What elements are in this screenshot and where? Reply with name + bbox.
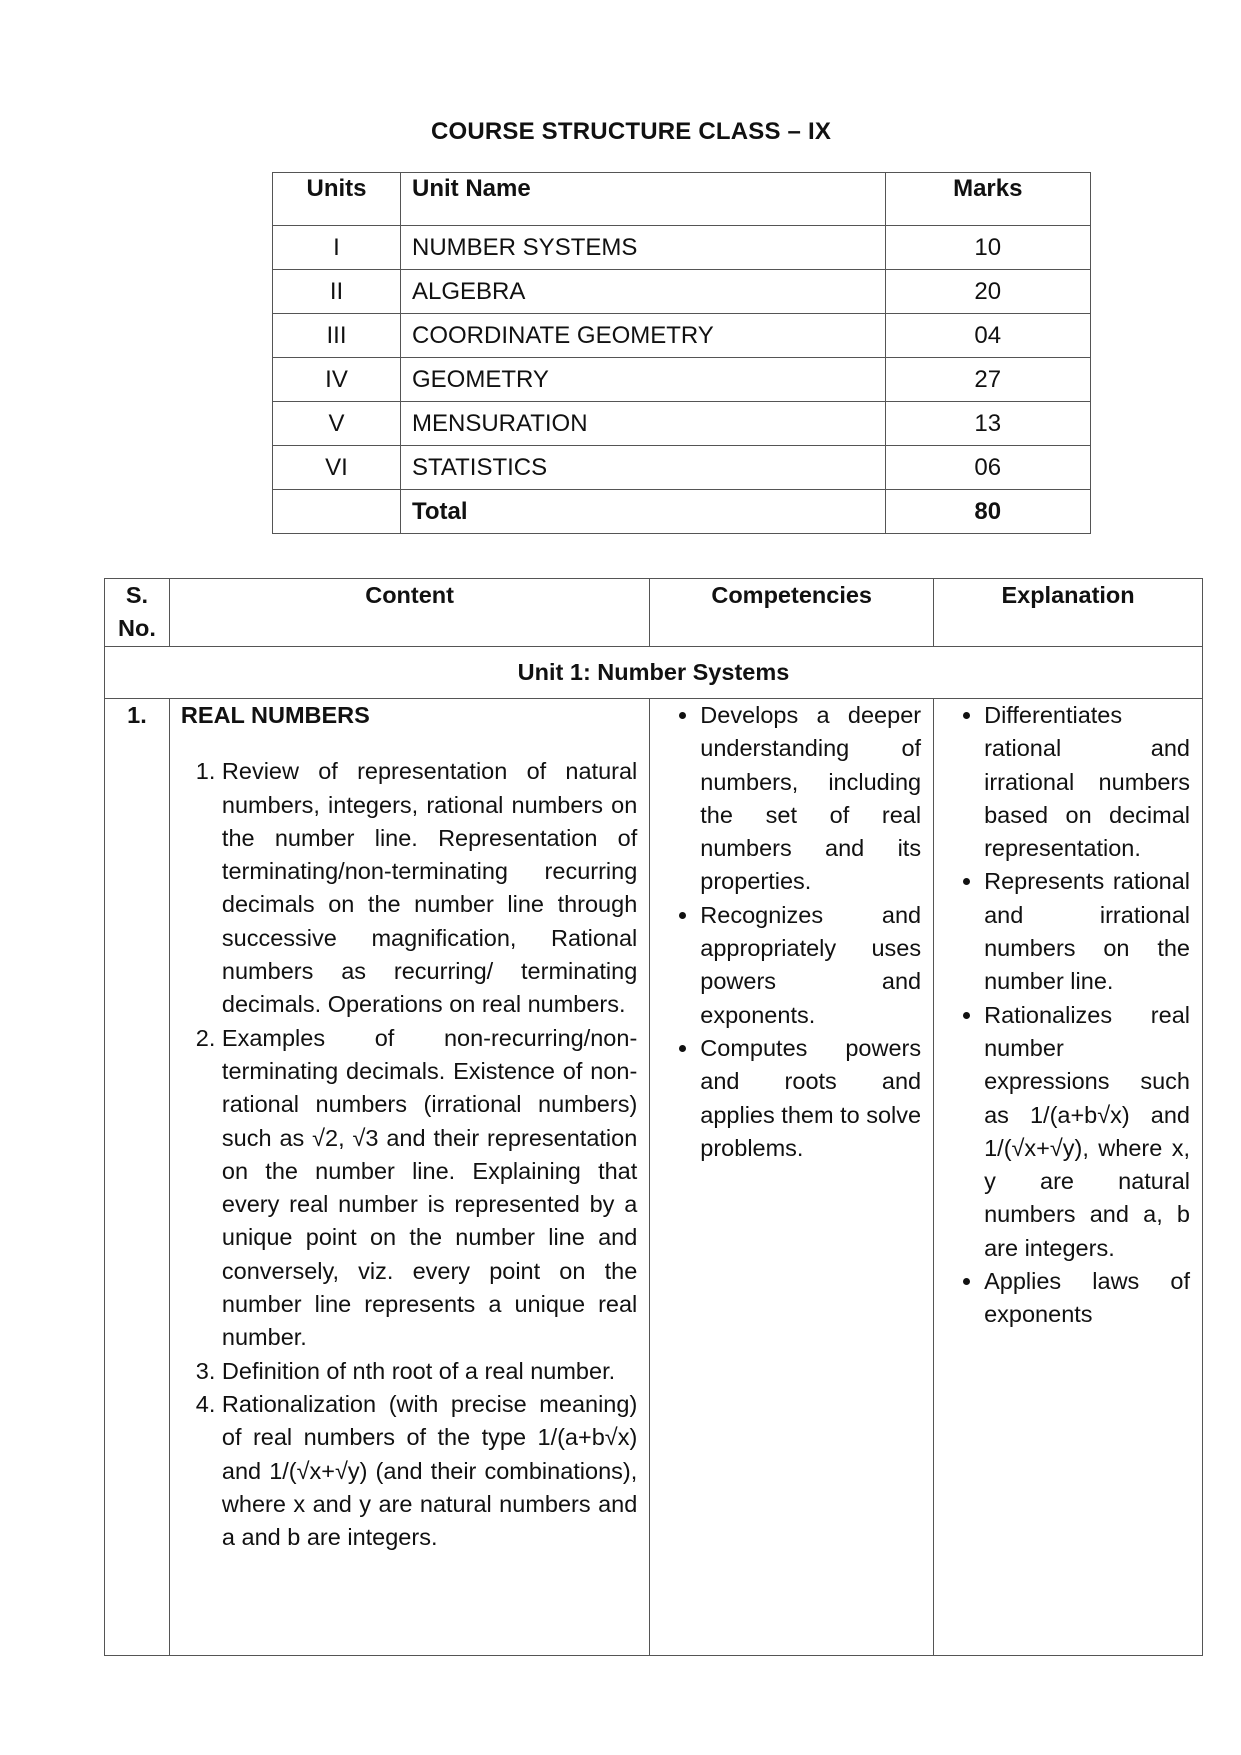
list-item: • Applies laws of exponents [984, 1265, 1190, 1332]
unit-marks: 04 [885, 314, 1090, 358]
unit-marks: 13 [885, 402, 1090, 446]
header-explanation: Explanation [934, 579, 1203, 647]
total-marks: 80 [885, 490, 1090, 534]
list-item: • Recognizes and appropriately uses powers and exponents. [700, 899, 921, 1032]
table-header-row [105, 579, 1203, 647]
table-row [273, 314, 1091, 358]
total-label: Total [401, 490, 886, 534]
unit-number: IV [273, 358, 401, 402]
unit-name: COORDINATE GEOMETRY [401, 314, 886, 358]
header-competencies: Competencies [650, 579, 934, 647]
course-structure-table [272, 172, 1091, 534]
unit-marks: 20 [885, 270, 1090, 314]
sno-cell [105, 699, 170, 1656]
unit-heading: Unit 1: Number Systems [105, 647, 1203, 699]
content-cell [169, 699, 649, 1656]
list-item: 2. Examples of non-recurring/non-terminating decimals. Existence of non-rational numbers (irrational numbers) such as √2, √3 and their representation on the number line. Explaining that every real number is represented by a unique point on the number line and conversely, viz. every point on the number line represents a unique real number. [222, 1022, 637, 1355]
page-title: COURSE STRUCTURE CLASS – IX [430, 118, 832, 145]
header-units: Units [273, 173, 401, 226]
table-row [273, 402, 1091, 446]
unit-marks: 27 [885, 358, 1090, 402]
unit-number: II [273, 270, 401, 314]
table-header-row [273, 173, 1091, 226]
header-marks: Marks [885, 173, 1090, 226]
competencies-list [650, 699, 933, 1165]
table-row [273, 226, 1091, 270]
content-table [104, 578, 1203, 1656]
list-item: • Rationalizes real number expressions such as 1/(a+b√x) and 1/(√x+√y), where x, y are natural numbers and a, b are integers. [984, 999, 1190, 1265]
unit-name: GEOMETRY [401, 358, 886, 402]
topic-title: REAL NUMBERS [180, 702, 370, 728]
content-list [170, 755, 637, 1554]
header-unit-name: Unit Name [401, 173, 886, 226]
competencies-cell [650, 699, 934, 1656]
list-item: • Computes powers and roots and applies them to solve problems. [700, 1032, 921, 1165]
unit-number: III [273, 314, 401, 358]
unit-number: I [273, 226, 401, 270]
table-row [273, 358, 1091, 402]
list-item: 1. Review of representation of natural numbers, integers, rational numbers on the number line. Representation of terminating/non-terminating recurring decimals on the number line through successive magnification, Rational numbers as recurring/ terminating decimals. Operations on real numbers. [222, 755, 637, 1021]
unit-name: NUMBER SYSTEMS [401, 226, 886, 270]
total-row [273, 490, 1091, 534]
header-sno: S. No. [105, 579, 170, 647]
list-item: 3. Definition of nth root of a real number. [222, 1355, 637, 1388]
unit-marks: 10 [885, 226, 1090, 270]
unit-name: MENSURATION [401, 402, 886, 446]
header-content: Content [169, 579, 649, 647]
list-item: • Develops a deeper understanding of numbers, including the set of real numbers and its properties. [700, 699, 921, 899]
list-item: • Differentiates rational and irrational numbers based on decimal representation. [984, 699, 1190, 865]
table-row [273, 270, 1091, 314]
explanation-list [934, 699, 1202, 1332]
table-row [105, 699, 1203, 1656]
unit-marks: 06 [885, 446, 1090, 490]
unit-number: VI [273, 446, 401, 490]
unit-heading-row [105, 647, 1203, 699]
table-row [273, 446, 1091, 490]
unit-name: ALGEBRA [401, 270, 886, 314]
unit-name: STATISTICS [401, 446, 886, 490]
serial-number: 1. [127, 702, 147, 728]
total-empty-cell [273, 490, 401, 534]
list-item: 4. Rationalization (with precise meaning) of real numbers of the type 1/(a+b√x) and 1/(√x+√y) (and their combinations), where x and y are natural numbers and a and b are integers. [222, 1388, 637, 1554]
explanation-cell [934, 699, 1203, 1656]
list-item: • Represents rational and irrational numbers on the number line. [984, 865, 1190, 998]
unit-number: V [273, 402, 401, 446]
